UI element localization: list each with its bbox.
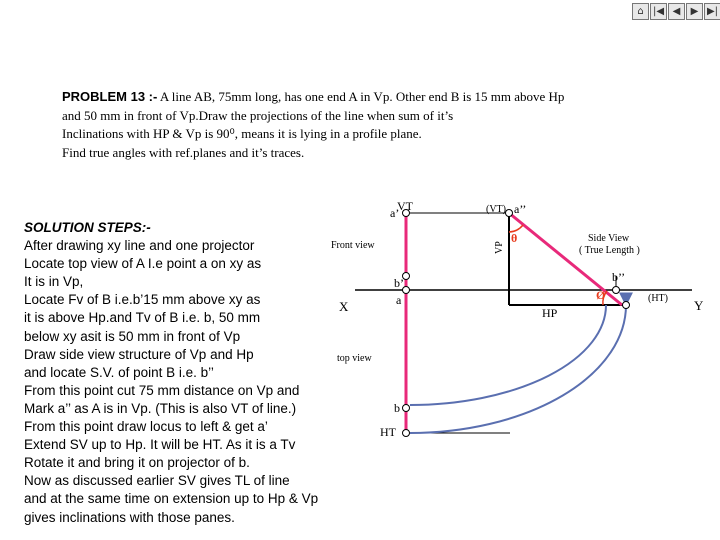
label-theta: θ xyxy=(511,231,518,245)
step-line: Rotate it and bring it on projector of b. xyxy=(24,455,250,471)
point-ht-side xyxy=(623,302,630,309)
step-line: Locate top view of A I.e point a on xy as xyxy=(24,256,262,272)
label-ht-paren: (HT) xyxy=(648,293,668,304)
previous-slide-button[interactable]: ◀ xyxy=(668,3,685,20)
label-vt: VT xyxy=(397,199,413,213)
step-line: From this point cut 75 mm distance on Vp and xyxy=(24,382,300,398)
label-a: a xyxy=(396,293,402,307)
label-a-prime: a’ xyxy=(390,206,400,220)
step-line: It is in Vp, xyxy=(24,274,84,290)
last-slide-button[interactable]: ▶| xyxy=(704,3,720,20)
problem-text: A line AB, 75mm long, has one end A in Vp. Other end B is 15 mm above Hp xyxy=(159,89,565,104)
step-line: Now as discussed earlier SV gives TL of line xyxy=(24,473,290,489)
step-line: and locate S.V. of point B i.e. b’’ xyxy=(24,364,214,380)
step-line: Extend SV up to Hp. It will be HT. As it is a Tv xyxy=(24,437,296,453)
label-a-double-prime: a’’ xyxy=(514,202,527,216)
step-line: After drawing xy line and one projector xyxy=(24,238,255,254)
rotation-locus-inner xyxy=(410,305,606,405)
point-ht xyxy=(403,430,410,437)
problem-line: and 50 mm in front of Vp.Draw the projections of the line when sum of it’s xyxy=(62,107,454,123)
point-vt xyxy=(506,210,513,217)
label-b-double-prime: b’’ xyxy=(612,270,626,284)
step-line: Locate Fv of B i.e.b’15 mm above xy as xyxy=(24,292,261,308)
label-top-view: top view xyxy=(337,353,372,364)
label-vt-paren: (VT) xyxy=(486,204,506,215)
step-line: it is above Hp.and Tv of B i.e. b, 50 mm xyxy=(24,310,261,326)
home-button[interactable]: ⌂ xyxy=(632,3,649,20)
label-phi: Ø xyxy=(596,288,606,302)
step-line: gives inclinations with those panes. xyxy=(24,509,235,525)
point-b-double-prime xyxy=(613,287,620,294)
label-x: X xyxy=(339,299,349,314)
step-line: below xy asit is 50 mm in front of Vp xyxy=(24,328,241,344)
first-slide-button[interactable]: |◀ xyxy=(650,3,667,20)
label-true-length: ( True Length ) xyxy=(579,245,640,256)
step-line: From this point draw locus to left & get a’ xyxy=(24,419,268,435)
label-vp: VP xyxy=(494,241,505,254)
step-line: Mark a’’ as A is in Vp. (This is also VT of line.) xyxy=(24,400,297,416)
label-hp: HP xyxy=(542,306,558,320)
rotation-locus-outer xyxy=(410,305,626,433)
point-b xyxy=(403,405,410,412)
step-line: and at the same time on extension up to Hp & Vp xyxy=(24,491,319,507)
label-side-view: Side View xyxy=(588,233,630,244)
step-line: Draw side view structure of Vp and Hp xyxy=(24,346,254,362)
problem-title: PROBLEM 13 :- xyxy=(62,89,158,104)
next-slide-button[interactable]: ▶ xyxy=(686,3,703,20)
label-b: b xyxy=(394,401,400,415)
problem-line: Inclinations with HP & Vp is 90⁰, means it is lying in a profile plane. xyxy=(62,126,422,141)
problem-line: Find true angles with ref.planes and it’s traces. xyxy=(62,144,305,160)
label-y: Y xyxy=(694,298,704,313)
steps-heading: SOLUTION STEPS:- xyxy=(24,220,151,235)
label-front-view: Front view xyxy=(331,240,375,251)
label-ht: HT xyxy=(380,425,396,439)
label-b-prime: b’ xyxy=(394,276,404,290)
solution-steps xyxy=(24,219,364,527)
